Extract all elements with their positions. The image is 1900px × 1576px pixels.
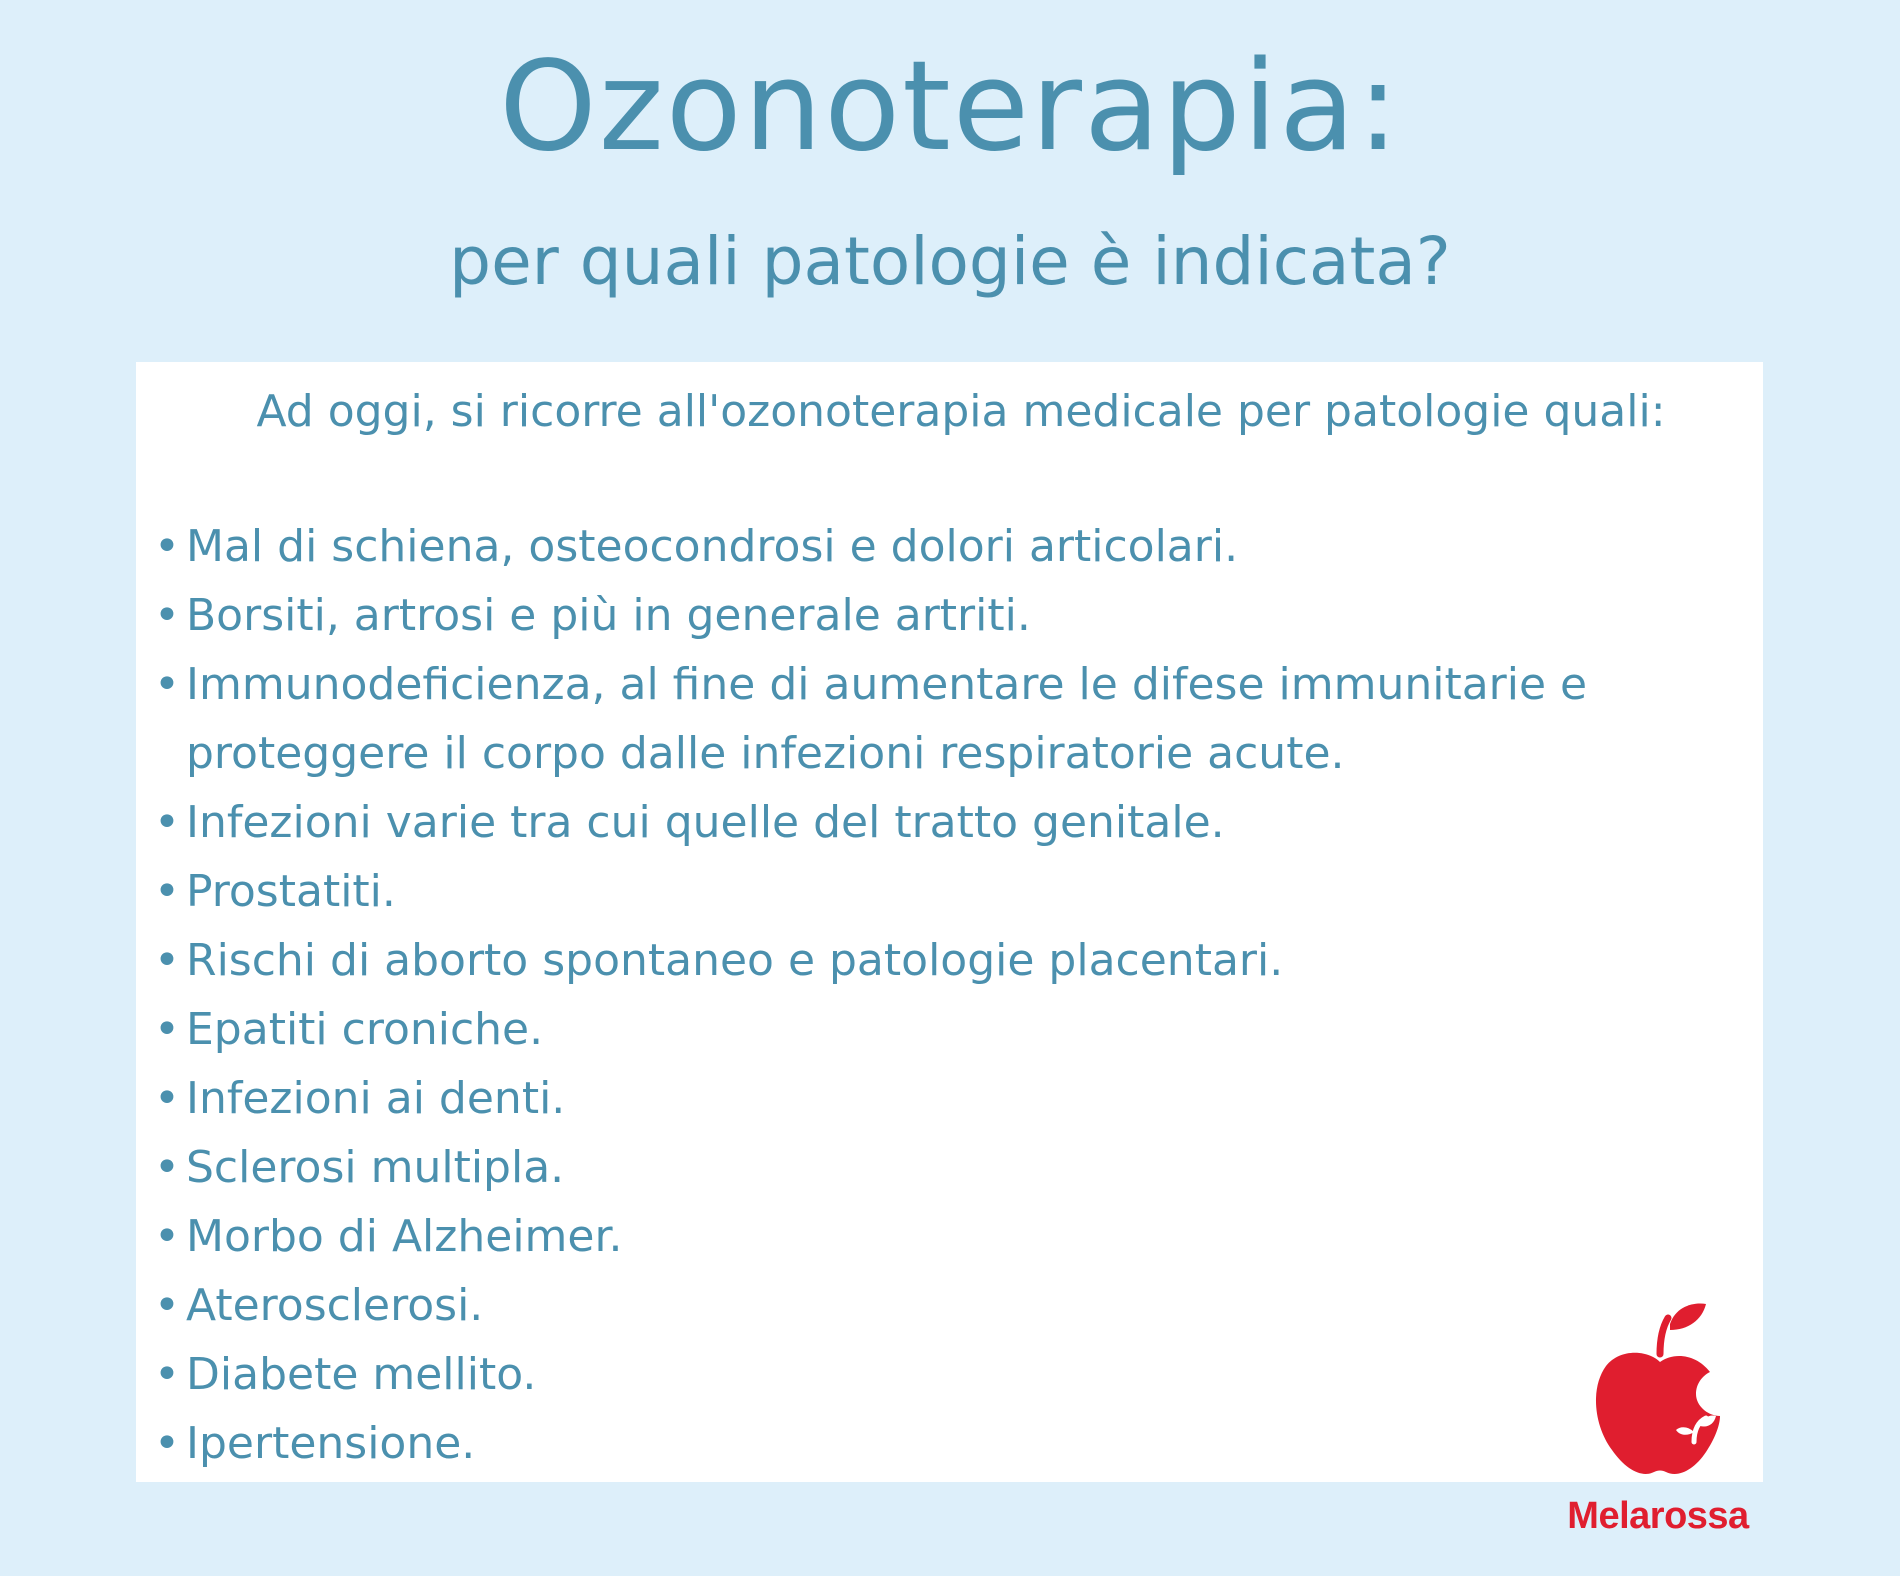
list-item-text: Morbo di Alzheimer.: [186, 1211, 623, 1262]
list-item-text: Epatiti croniche.: [186, 1004, 544, 1055]
list-item-text: Infezioni varie tra cui quelle del tratto genitale.: [186, 797, 1225, 848]
list-item-text: Borsiti, artrosi e più in generale artriti.: [186, 590, 1031, 641]
bullet-icon: •: [154, 659, 180, 710]
bullet-icon: •: [154, 935, 180, 986]
list-item-text: Mal di schiena, osteocondrosi e dolori articolari.: [186, 521, 1239, 572]
list-item: [154, 1340, 1587, 1409]
list-item: [154, 650, 1587, 788]
list-item: [154, 1409, 1587, 1478]
list-item-text: Infezioni ai denti.: [186, 1073, 566, 1124]
list-item-text: Aterosclerosi.: [186, 1280, 484, 1331]
brand-logo: [1548, 1302, 1768, 1542]
bullet-icon: •: [154, 1349, 180, 1400]
list-item-text: Ipertensione.: [186, 1418, 476, 1469]
list-item-text: Rischi di aborto spontaneo e patologie placentari.: [186, 935, 1284, 986]
pathology-list: [154, 512, 1587, 1478]
list-item: [154, 926, 1587, 995]
list-item: [154, 788, 1587, 857]
bullet-icon: •: [154, 1418, 180, 1469]
bullet-icon: •: [154, 1004, 180, 1055]
bullet-icon: •: [154, 866, 180, 917]
list-item: [154, 1133, 1587, 1202]
list-item: [154, 1064, 1587, 1133]
list-item-text: Immunodeficienza, al fine di aumentare le difese immunitarie e proteggere il corpo dalle infezioni respiratorie acute.: [186, 659, 1588, 779]
content-card: [136, 362, 1763, 1482]
list-item-text: Prostatiti.: [186, 866, 396, 917]
list-item: [154, 512, 1587, 581]
bullet-icon: •: [154, 1073, 180, 1124]
bullet-icon: •: [154, 1211, 180, 1262]
bullet-icon: •: [154, 590, 180, 641]
page-title: Ozonoterapia:: [499, 35, 1401, 179]
list-item: [154, 1271, 1587, 1340]
page-subtitle: per quali patologie è indicata?: [449, 223, 1451, 300]
brand-name: Melarossa: [1567, 1495, 1749, 1537]
list-item-text: Sclerosi multipla.: [186, 1142, 565, 1193]
list-item: [154, 581, 1587, 650]
bullet-icon: •: [154, 521, 180, 572]
list-item: [154, 857, 1587, 926]
bullet-icon: •: [154, 1142, 180, 1193]
list-item-text: Diabete mellito.: [186, 1349, 537, 1400]
list-item: [154, 1202, 1587, 1271]
list-item: [154, 995, 1587, 1064]
apple-icon: [1590, 1302, 1730, 1482]
bullet-icon: •: [154, 797, 180, 848]
intro-text: Ad oggi, si ricorre all'ozonoterapia medicale per patologie quali:: [256, 386, 1666, 437]
bullet-icon: •: [154, 1280, 180, 1331]
